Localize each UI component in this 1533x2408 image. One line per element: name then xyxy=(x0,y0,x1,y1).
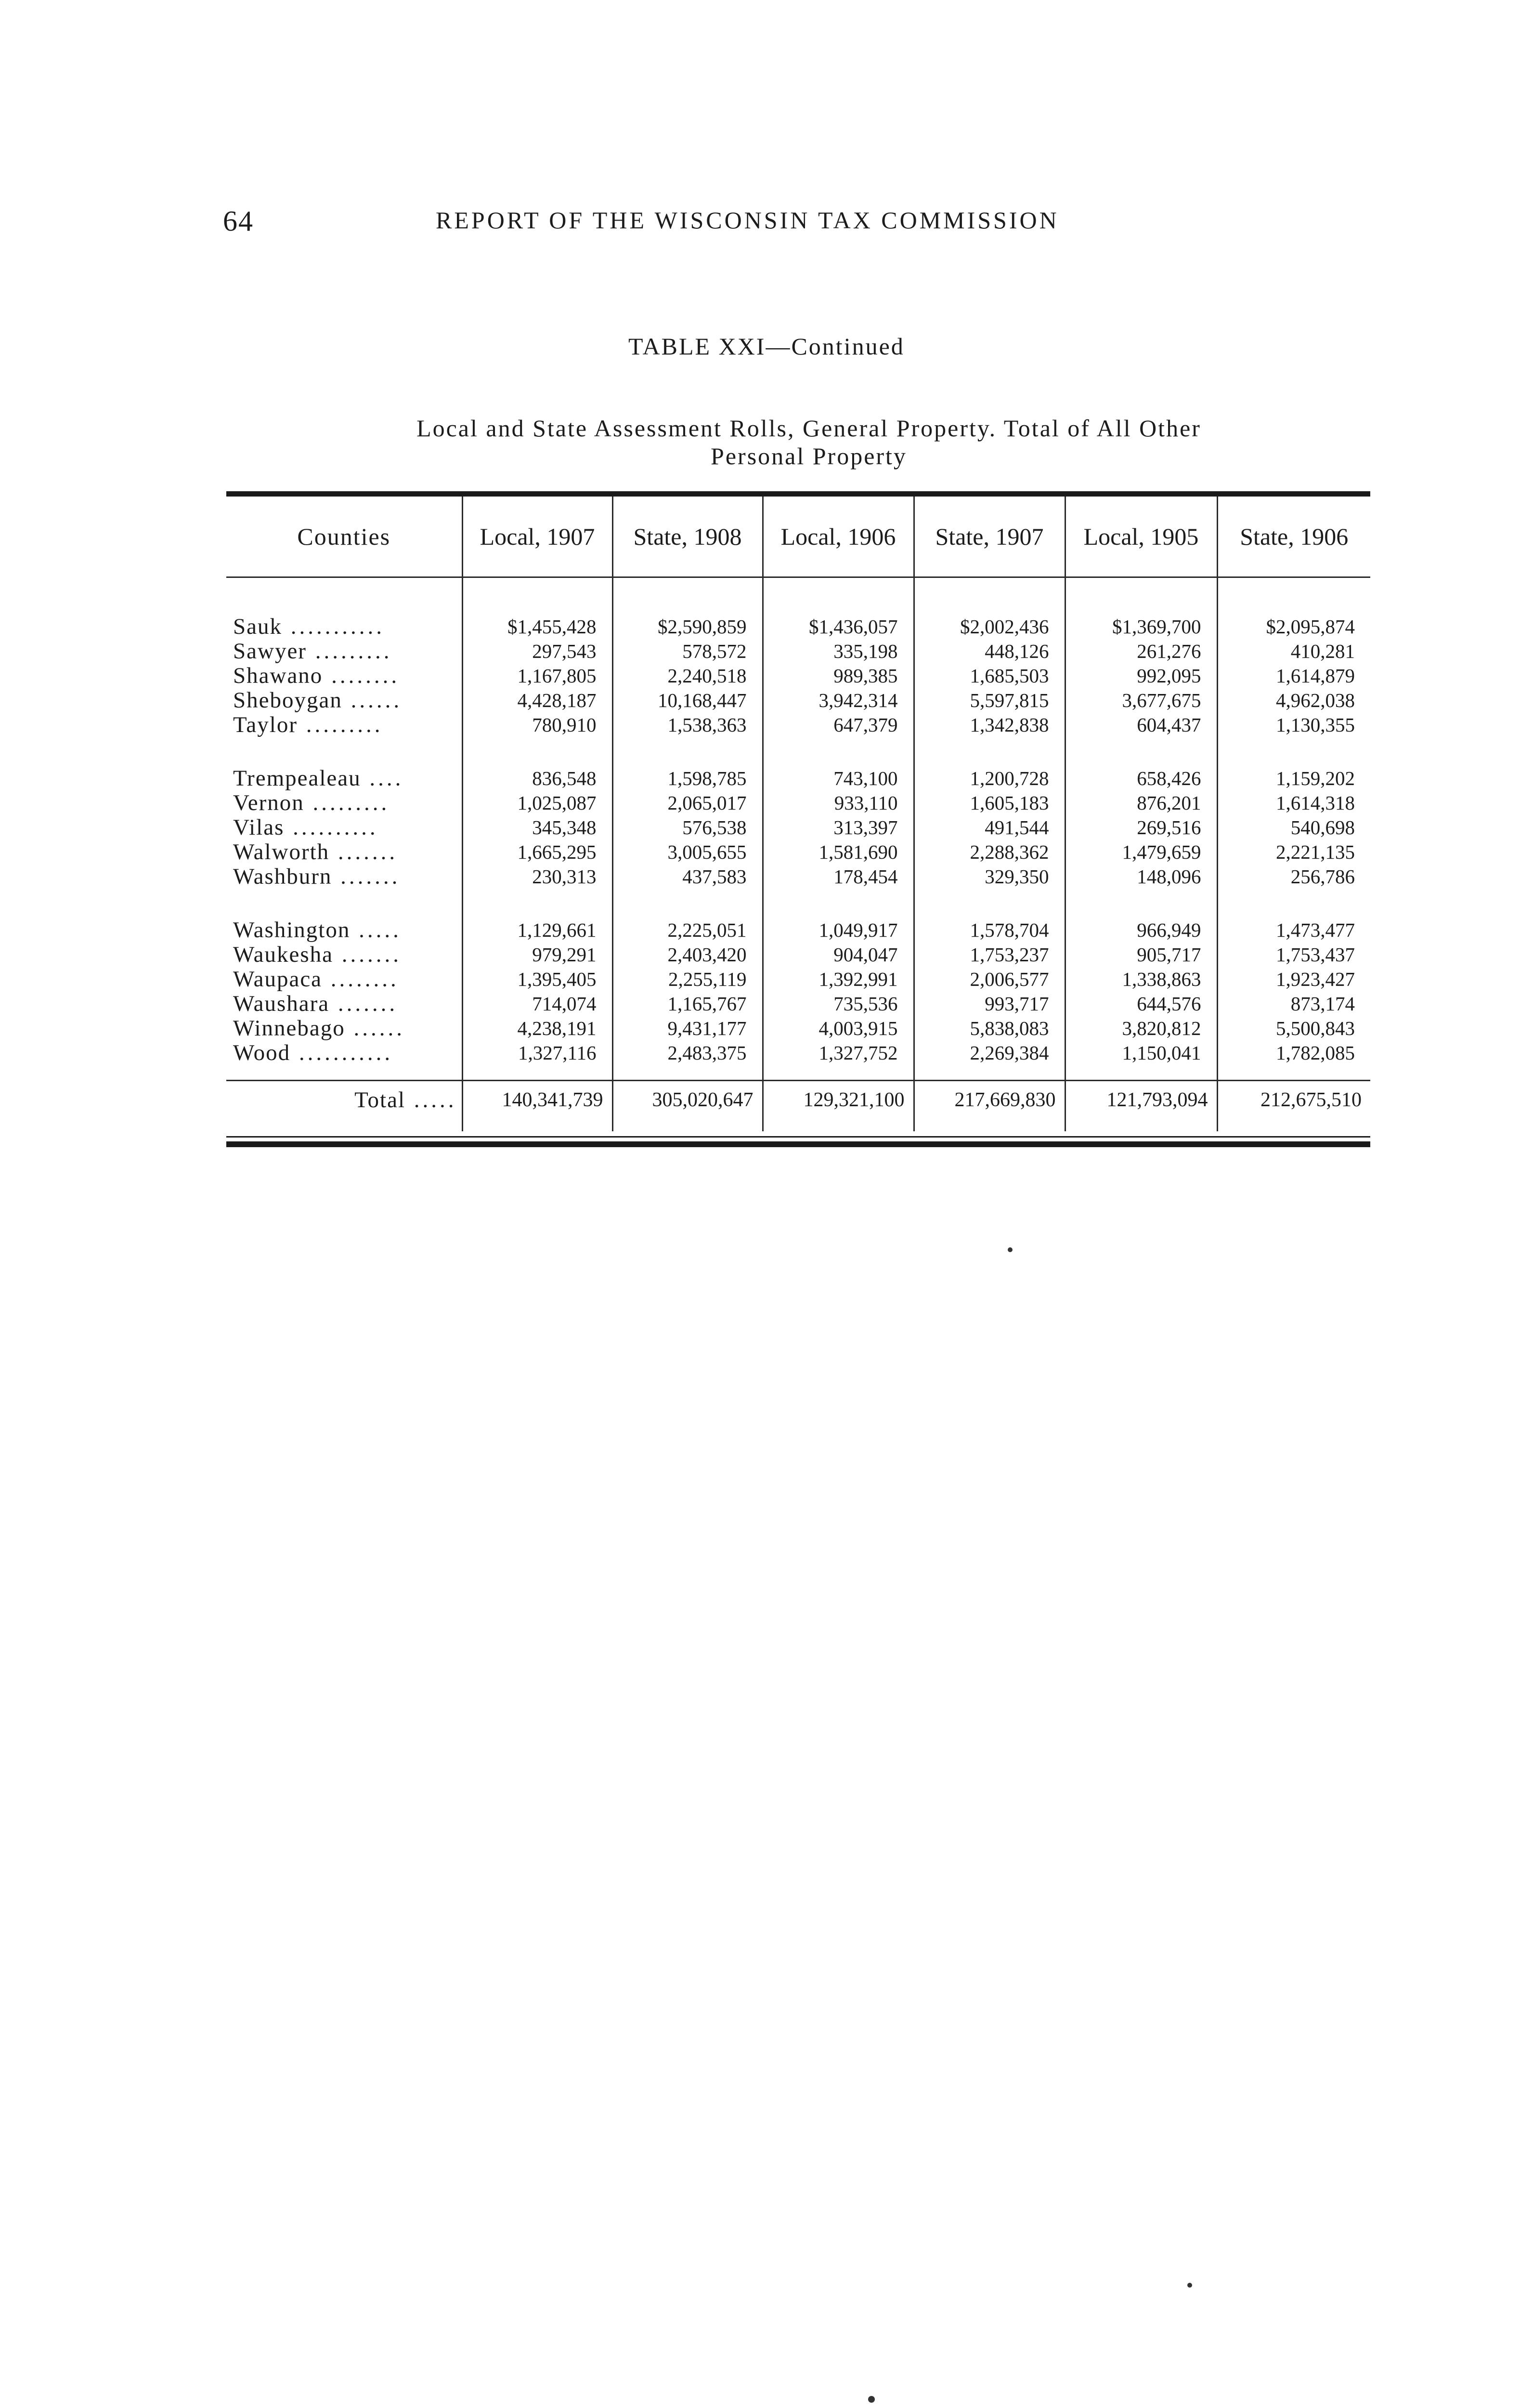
group-spacer xyxy=(226,889,1370,918)
table-row xyxy=(226,615,1370,639)
total-value-cell: 305,020,647 xyxy=(612,1081,763,1119)
spacer-cell xyxy=(763,1065,914,1081)
leader-dots: ........... xyxy=(282,614,385,639)
county-name: Sauk xyxy=(233,614,282,639)
value-cell: 1,685,503 xyxy=(914,664,1065,688)
spacer-cell xyxy=(226,737,462,766)
leader-dots: ........ xyxy=(323,663,400,688)
leader-dots: ......... xyxy=(298,712,383,737)
leader-dots: ...... xyxy=(342,688,403,713)
table-tail xyxy=(226,1119,1370,1131)
column-header: Local, 1906 xyxy=(763,497,914,577)
spacer-cell xyxy=(612,1065,763,1081)
county-cell xyxy=(226,664,462,688)
value-cell: 1,342,838 xyxy=(914,713,1065,737)
table-row xyxy=(226,967,1370,992)
total-value-cell: 217,669,830 xyxy=(914,1081,1065,1119)
value-cell: 1,049,917 xyxy=(763,918,914,942)
leader-dots: ......... xyxy=(306,639,392,664)
value-cell: 714,074 xyxy=(462,992,612,1016)
county-cell xyxy=(226,615,462,639)
value-cell: 2,483,375 xyxy=(612,1041,763,1065)
value-cell: 5,597,815 xyxy=(914,688,1065,713)
value-cell: 3,677,675 xyxy=(1065,688,1217,713)
value-cell: 1,392,991 xyxy=(763,967,914,992)
county-cell xyxy=(226,639,462,664)
value-cell: 1,167,805 xyxy=(462,664,612,688)
county-name: Vernon xyxy=(233,790,304,815)
table-top-rule xyxy=(226,491,1370,497)
value-cell: 1,338,863 xyxy=(1065,967,1217,992)
spacer-cell xyxy=(763,889,914,918)
value-cell: 10,168,447 xyxy=(612,688,763,713)
value-cell: 979,291 xyxy=(462,942,612,967)
value-cell: 735,536 xyxy=(763,992,914,1016)
value-cell: $1,436,057 xyxy=(763,615,914,639)
value-cell: 2,221,135 xyxy=(1217,840,1370,864)
value-cell: 576,538 xyxy=(612,815,763,840)
value-cell: $1,455,428 xyxy=(462,615,612,639)
value-cell: 1,605,183 xyxy=(914,791,1065,815)
county-name: Wood xyxy=(233,1040,291,1065)
value-cell: 993,717 xyxy=(914,992,1065,1016)
spacer-cell xyxy=(462,1065,612,1081)
table-row xyxy=(226,713,1370,737)
spacer-cell xyxy=(1065,1065,1217,1081)
value-cell: 1,130,355 xyxy=(1217,713,1370,737)
leader-dots: ......... xyxy=(304,790,390,815)
spacer-cell xyxy=(1065,1119,1217,1131)
leader-dots: .... xyxy=(361,766,404,791)
spacer-cell xyxy=(763,737,914,766)
value-cell: 1,782,085 xyxy=(1217,1041,1370,1065)
county-cell xyxy=(226,688,462,713)
leader-dots: ....... xyxy=(333,942,402,967)
leader-dots: ..... xyxy=(350,917,402,942)
table-row xyxy=(226,942,1370,967)
table-row xyxy=(226,992,1370,1016)
county-cell xyxy=(226,815,462,840)
value-cell: 4,003,915 xyxy=(763,1016,914,1041)
value-cell: 743,100 xyxy=(763,766,914,791)
value-cell: 2,288,362 xyxy=(914,840,1065,864)
value-cell: 1,665,295 xyxy=(462,840,612,864)
value-cell: 873,174 xyxy=(1217,992,1370,1016)
value-cell: $1,369,700 xyxy=(1065,615,1217,639)
table-row xyxy=(226,791,1370,815)
county-cell xyxy=(226,942,462,967)
table-row xyxy=(226,664,1370,688)
value-cell: 1,327,752 xyxy=(763,1041,914,1065)
value-cell: 2,255,119 xyxy=(612,967,763,992)
value-cell: 448,126 xyxy=(914,639,1065,664)
value-cell: 491,544 xyxy=(914,815,1065,840)
value-cell: 905,717 xyxy=(1065,942,1217,967)
value-cell: 647,379 xyxy=(763,713,914,737)
value-cell: 1,598,785 xyxy=(612,766,763,791)
assessment-table xyxy=(226,491,1370,1147)
value-cell: 1,753,237 xyxy=(914,942,1065,967)
value-cell: 178,454 xyxy=(763,864,914,889)
table-row xyxy=(226,639,1370,664)
value-cell: 2,065,017 xyxy=(612,791,763,815)
county-cell xyxy=(226,766,462,791)
spacer-cell xyxy=(612,889,763,918)
table-bottom-rule-thin xyxy=(226,1136,1370,1138)
spacer-cell xyxy=(462,1119,612,1131)
value-cell: 5,500,843 xyxy=(1217,1016,1370,1041)
value-cell: 4,962,038 xyxy=(1217,688,1370,713)
column-header: State, 1908 xyxy=(612,497,763,577)
county-cell xyxy=(226,1016,462,1041)
table-row xyxy=(226,864,1370,889)
county-cell xyxy=(226,1041,462,1065)
county-name: Waukesha xyxy=(233,942,333,967)
spacer-cell xyxy=(763,1119,914,1131)
spacer-cell xyxy=(612,1119,763,1131)
value-cell: 261,276 xyxy=(1065,639,1217,664)
value-cell: 1,129,661 xyxy=(462,918,612,942)
value-cell: 1,614,879 xyxy=(1217,664,1370,688)
county-cell xyxy=(226,864,462,889)
value-cell: 1,581,690 xyxy=(763,840,914,864)
table-row xyxy=(226,840,1370,864)
assessment-grid xyxy=(226,497,1370,1131)
value-cell: 329,350 xyxy=(914,864,1065,889)
spacer-cell xyxy=(1065,737,1217,766)
value-cell: 904,047 xyxy=(763,942,914,967)
county-cell xyxy=(226,967,462,992)
table-row xyxy=(226,1016,1370,1041)
total-value-cell: 129,321,100 xyxy=(763,1081,914,1119)
leader-dots: ....... xyxy=(329,991,398,1016)
column-header: State, 1907 xyxy=(914,497,1065,577)
spacer-cell xyxy=(612,737,763,766)
column-header: State, 1906 xyxy=(1217,497,1370,577)
county-name: Winnebago xyxy=(233,1016,345,1041)
total-value-cell: 140,341,739 xyxy=(462,1081,612,1119)
value-cell: $2,002,436 xyxy=(914,615,1065,639)
county-name: Shawano xyxy=(233,663,323,688)
value-cell: 540,698 xyxy=(1217,815,1370,840)
county-cell xyxy=(226,713,462,737)
print-speck xyxy=(868,2396,875,2403)
value-cell: 1,473,477 xyxy=(1217,918,1370,942)
running-head: REPORT OF THE WISCONSIN TAX COMMISSION xyxy=(436,207,1059,234)
value-cell: 966,949 xyxy=(1065,918,1217,942)
value-cell: 876,201 xyxy=(1065,791,1217,815)
value-cell: 3,005,655 xyxy=(612,840,763,864)
spacer-cell xyxy=(226,1065,462,1081)
value-cell: 345,348 xyxy=(462,815,612,840)
value-cell: 9,431,177 xyxy=(612,1016,763,1041)
table-row xyxy=(226,766,1370,791)
print-speck xyxy=(1008,1247,1013,1252)
leader-dots: ..... xyxy=(405,1087,457,1112)
spacer-cell xyxy=(914,1119,1065,1131)
value-cell: 644,576 xyxy=(1065,992,1217,1016)
value-cell: $2,590,859 xyxy=(612,615,763,639)
table-row xyxy=(226,1041,1370,1065)
county-name: Vilas xyxy=(233,815,285,840)
value-cell: 836,548 xyxy=(462,766,612,791)
value-cell: 1,753,437 xyxy=(1217,942,1370,967)
value-cell: 2,240,518 xyxy=(612,664,763,688)
total-value-cell: 121,793,094 xyxy=(1065,1081,1217,1119)
county-name: Waushara xyxy=(233,991,330,1016)
table-body xyxy=(226,577,1370,1132)
subtitle-line-1: Local and State Assessment Rolls, General Property. Total of All Other xyxy=(416,415,1201,442)
value-cell: 1,025,087 xyxy=(462,791,612,815)
leader-dots: ....... xyxy=(329,839,398,864)
spacer-cell xyxy=(914,889,1065,918)
table-caption: TABLE XXI—Continued xyxy=(628,333,905,360)
value-cell: 1,614,318 xyxy=(1217,791,1370,815)
value-cell: 1,479,659 xyxy=(1065,840,1217,864)
value-cell: 1,327,116 xyxy=(462,1041,612,1065)
value-cell: 658,426 xyxy=(1065,766,1217,791)
county-cell xyxy=(226,791,462,815)
spacer-cell xyxy=(226,1119,462,1131)
county-name: Trempealeau xyxy=(233,766,361,791)
value-cell: 780,910 xyxy=(462,713,612,737)
value-cell: 933,110 xyxy=(763,791,914,815)
leader-dots: ...... xyxy=(345,1016,405,1041)
value-cell: 297,543 xyxy=(462,639,612,664)
leader-dots: ........... xyxy=(290,1040,393,1065)
value-cell: 1,150,041 xyxy=(1065,1041,1217,1065)
spacer-cell xyxy=(914,737,1065,766)
leader-dots: ....... xyxy=(332,864,401,889)
value-cell: $2,095,874 xyxy=(1217,615,1370,639)
value-cell: 604,437 xyxy=(1065,713,1217,737)
county-name: Walworth xyxy=(233,839,330,864)
total-spacer xyxy=(226,1065,1370,1081)
value-cell: 410,281 xyxy=(1217,639,1370,664)
value-cell: 1,578,704 xyxy=(914,918,1065,942)
spacer-cell xyxy=(1217,737,1370,766)
value-cell: 1,159,202 xyxy=(1217,766,1370,791)
table-subtitle xyxy=(270,414,1348,470)
total-label: Total xyxy=(354,1087,405,1112)
county-name: Waupaca xyxy=(233,967,323,992)
county-name: Washington xyxy=(233,917,351,942)
spacer-cell xyxy=(226,889,462,918)
value-cell: 256,786 xyxy=(1217,864,1370,889)
value-cell: 4,238,191 xyxy=(462,1016,612,1041)
value-cell: 989,385 xyxy=(763,664,914,688)
value-cell: 1,923,427 xyxy=(1217,967,1370,992)
value-cell: 1,200,728 xyxy=(914,766,1065,791)
county-name: Taylor xyxy=(233,712,298,737)
spacer-cell xyxy=(914,1065,1065,1081)
spacer-cell xyxy=(1217,889,1370,918)
value-cell: 5,838,083 xyxy=(914,1016,1065,1041)
spacer-cell xyxy=(1217,1119,1370,1131)
value-cell: 3,820,812 xyxy=(1065,1016,1217,1041)
spacer-cell xyxy=(1065,889,1217,918)
header-row xyxy=(226,497,1370,577)
subtitle-line-2: Personal Property xyxy=(711,443,907,470)
value-cell: 992,095 xyxy=(1065,664,1217,688)
value-cell: 2,225,051 xyxy=(612,918,763,942)
value-cell: 1,395,405 xyxy=(462,967,612,992)
page-number: 64 xyxy=(223,205,254,237)
value-cell: 2,269,384 xyxy=(914,1041,1065,1065)
value-cell: 313,397 xyxy=(763,815,914,840)
spacer-cell xyxy=(1217,1065,1370,1081)
header-separator xyxy=(226,577,1370,615)
value-cell: 1,538,363 xyxy=(612,713,763,737)
county-cell xyxy=(226,992,462,1016)
column-header: Local, 1907 xyxy=(462,497,612,577)
group-spacer xyxy=(226,737,1370,766)
spacer-cell xyxy=(462,737,612,766)
county-cell xyxy=(226,918,462,942)
county-name: Sheboygan xyxy=(233,688,342,713)
value-cell: 148,096 xyxy=(1065,864,1217,889)
value-cell: 2,006,577 xyxy=(914,967,1065,992)
total-value-cell: 212,675,510 xyxy=(1217,1081,1370,1119)
county-cell xyxy=(226,840,462,864)
leader-dots: .......... xyxy=(284,815,378,840)
value-cell: 3,942,314 xyxy=(763,688,914,713)
value-cell: 230,313 xyxy=(462,864,612,889)
county-name: Washburn xyxy=(233,864,332,889)
spacer-cell xyxy=(462,889,612,918)
table-row xyxy=(226,815,1370,840)
table-bottom-rule xyxy=(226,1141,1370,1147)
column-header: Counties xyxy=(297,523,391,550)
county-name: Sawyer xyxy=(233,639,307,664)
total-label-cell xyxy=(226,1081,462,1119)
value-cell: 4,428,187 xyxy=(462,688,612,713)
table-row xyxy=(226,918,1370,942)
value-cell: 578,572 xyxy=(612,639,763,664)
value-cell: 269,516 xyxy=(1065,815,1217,840)
column-header: Local, 1905 xyxy=(1065,497,1217,577)
leader-dots: ........ xyxy=(322,967,399,992)
value-cell: 2,403,420 xyxy=(612,942,763,967)
total-row xyxy=(226,1081,1370,1119)
value-cell: 437,583 xyxy=(612,864,763,889)
value-cell: 1,165,767 xyxy=(612,992,763,1016)
value-cell: 335,198 xyxy=(763,639,914,664)
table-row xyxy=(226,688,1370,713)
print-speck xyxy=(1187,2283,1192,2288)
